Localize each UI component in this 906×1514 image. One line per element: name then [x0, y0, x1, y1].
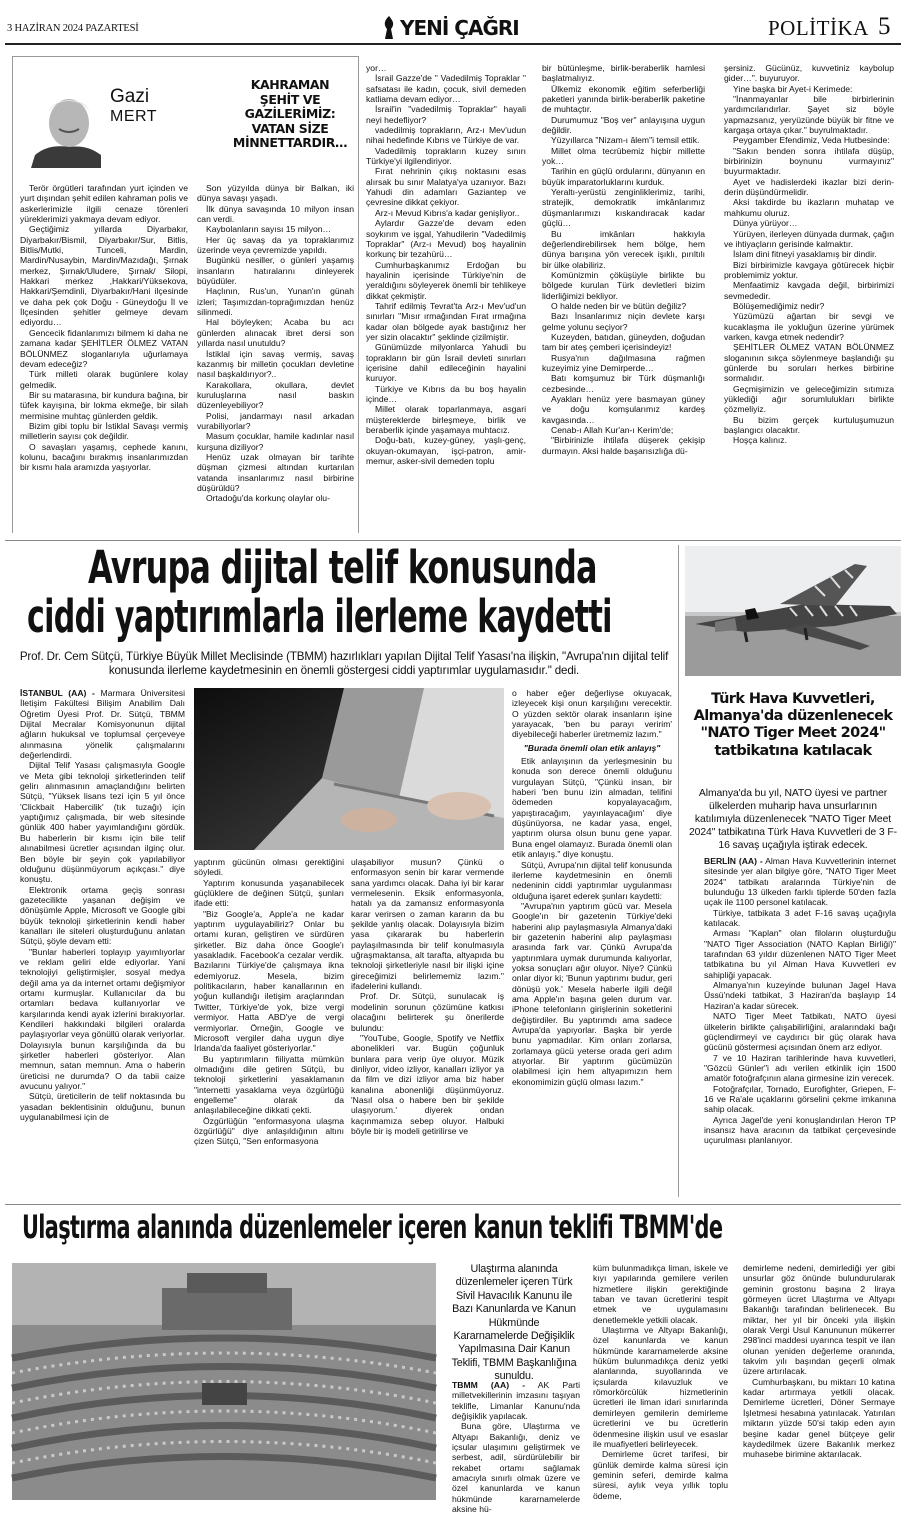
paragraph: O halde neden bir ve bütün değiliz? [551, 300, 687, 311]
column-rule-right [358, 56, 359, 533]
paragraph: Türkiye, tatbikata 3 adet F-16 savaş uçağıyla katılacak. [704, 907, 896, 929]
paragraph: Menfaatimiz kavgada değil, birbirimizi sevmededir. [724, 280, 894, 301]
paragraph: Bazı İnsanlarımız niçin devlete karşı gelme yolunu seçiyor? [542, 311, 705, 332]
paragraph: İslam dini fitneyi yasaklamış bir dindir. [733, 249, 877, 260]
paragraph: İsrail'in "vadedilmiş Topraklar" hayali neyi hedefliyor? [366, 104, 526, 125]
kanun-headline: Ulaştırma alanında düzenlemeler içeren kanun teklifi TBMM'de [22, 1208, 723, 1246]
paragraph: Komünizmin çöküşüyle birlikte bu bölgede kurulan Türk devletleri bizim liderliğimizi bekliyor. [542, 269, 705, 301]
column-author-last: MERT [110, 108, 158, 125]
kanun-col-1 [452, 1380, 581, 1514]
kanun-spot: Ulaştırma alanında düzenlemeler içeren Türk Sivil Havacılık Kanunu ile Bazı Kanunlarda ve Kanun Hükmünde Kararnamelerde Değişiklik Yapılmasına Dair Kanun Teklifi, TBMM Başkanlığına sunuldu. [451, 1263, 577, 1383]
column-col-4 [542, 63, 705, 527]
paragraph: O savaşları yaşamış, cephede kanını, kolunu, bacağını bırakmış insanlarımızdan bir kısmı hala aramızda yaşıyorlar. [20, 441, 188, 473]
paragraph: Bu imkânları hakkıyla değerlendirebilirsek hem bölge, hem dünya barışına yön verecek işıklı, pırıltılı bir ülke olabiliriz. [542, 228, 705, 270]
paragraph: Demirleme ücret tarifesi, bir günlük demirde kalma süresi için geminin seferi, demirde kalma süresi, aylık veya yıllık toplu ödeme, [593, 1449, 728, 1501]
paragraph: Hoşça kalınız. [733, 435, 787, 446]
paragraph: Vadedilmiş toprakların kuzey sınırı Türkiye'yi ilgilendiriyor. [366, 145, 526, 167]
paragraph: Bizim gibi toplu bir İstiklal Savaşı vermiş milletlerin sayısı çok değildir. [20, 420, 188, 442]
paragraph: Almanya'nın kuzeyinde bulunan Jagel Hava Üssü'ndeki tatbikat, 3 Haziran'da başlayıp 14 Haziran'a kadar sürecek. [704, 980, 896, 1011]
dateline: BERLİN (AA) - [704, 856, 763, 866]
paragraph: Ülkemiz ekonomik eğitim seferberliği paketleri yanında birlik-beraberlik paketine de muhtaçtır. [542, 83, 705, 115]
masthead-rule [5, 43, 901, 45]
nato-spot: Almanya'da bu yıl, NATO üyesi ve partner ülkelerden muharip hava unsurlarının katılımıyla düzenlenecek "NATO Tiger Meet 2024" tatbikatına Türk Hava Kuvvetleri de 3 F-16 savaş uçağıyla iştirak edecek. [689, 788, 897, 851]
section-title: POLİTİKA [768, 16, 869, 40]
paragraph: Aksi takdirde bu ikazların muhatap ve mahkumu oluruz. [724, 197, 894, 218]
paragraph: Yüzümüzü ağartan bir sevgi ve kucaklaşma ile yokluğun üzerine yürümek varken, kavga etmek nedendir? [724, 311, 894, 342]
paragraph: İSTANBUL (AA) - Marmara Üniversitesi İletişim Fakültesi Bilişim Anabilim Dalı Öğretim Üyesi Prof. Dr. Sütçü, TBMM Dijital Mecralar Komisyonunun dijital ağların hukuksal ve toplumsal çerçeveye alınmasına yönelik çalışmalarını değerlendirdi. [20, 688, 185, 761]
paragraph: Günümüzde milyonlarca Yahudi bu toprakların bir gün İsrail devleti sınırları içerisine dahil edileceğinin hayalini kuruyor. [366, 342, 526, 384]
paragraph: Cenab-ı Allah Kur'an-ı Kerim'de; [551, 425, 674, 436]
paragraph: Arması "Kaplan" olan filoların oluşturduğu "NATO Tiger Association (NATO Kaplan Birliği)" tarafından 63 yıldır düzenlenen NATO Tiger Meet tatbikatına bu yıl Alman Hava Kuvvetleri ev sahipliği yapacak. [704, 928, 896, 980]
paragraph: İlk dünya savaşında 10 milyon insan can verdi. [197, 203, 354, 225]
paragraph: Millet olma tecrübemiz hiçbir millette yok… [542, 145, 705, 167]
paragraph: Tarihin en güçlü ordularını, dünyanın en büyük imparatorluklarını kurduk. [542, 166, 705, 187]
paragraph: "Sakın benden sonra ihtilafa düşüp, birbirinizin boynunu vurmayınız" buyurmaktadır. [724, 145, 894, 177]
paragraph: "YouTube, Google, Spotify ve Netflix abonelikleri var. Bugün çoğunluk bunlara para verip üye oluyor. Müzik dinliyor, video izliyor, kanalları izliyor ya da film ve dizi izliyor ama biz haber kanalına abonenliği düşünmüyoruz. 'Nasıl olsa o habere ben bir şekilde ulaşıyorum.' diyerek ondan kaçınmamıza sebep oluyor. Halbuki böyle bir iş modeli getirilirse ve [351, 1032, 504, 1136]
paragraph: "Biz Google'a, Apple'a ne kadar yaptırım uygulayabiliriz? Onlar bu ortamı kuran, geliştiren ve sürdüren şirketler. Biz daha önce Google'ı yasakladık. Facebook'a cezalar verdik. Bazılarını Türkiye'de çalışmaya ikna edemiyoruz. Mesela, bizim politikacıların, haber kanallarının en yoğun kullandığı iletişim araçlarından Twitter, Türkiye'de yok, bize vergi vermiyor. Hatta ABD'ye de vergi vermiyorlar. Örneğin, Google ve Microsoft vergiler daha uygun diye İrlanda'da faaliyet gösteriyorlar." [194, 908, 344, 1054]
paragraph: Geçmişimizin ve geleceğimizin sıtımıza yüklediği ağır sorumlulukları birlikte çözmeliyiz. [724, 383, 894, 415]
paragraph: Ayakları henüz yere basmayan güney ve doğu komşularımız kardeş kavgasında… [542, 394, 705, 425]
paragraph: Yeraltı-yerüstü zenginliklerimiz, tarihi, stratejik, demokratik imkânlarımız düşmanlarımızı kıskandıracak kadar güçlü… [542, 187, 705, 229]
paragraph: ulaşabiliyor musun? Çünkü o enformasyon senin bir karar vermende sana yardımcı olacak. Daha iyi bir karar vermelesenin. Eksik enformasyonla, hatalı ya da zamansız enformasyonla karar verirsen o zaman kararın da bu şekilde yanlış olacak. Dolayısıyla bizim yasa çıkararak bu haberlerin paylaşılmasında bir telif konulmasıyla uğraşmaktansa, alt tarafta, altyapıda bu teknoloji şirketleriyle nasıl bir ilişki içine gireceğimizi belirlememiz lazım." ifadelerini kullandı. [351, 857, 504, 992]
paragraph: Etik anlayışının da yerleşmesinin bu konuda son derece önemli olduğunu vurgulayan Sütçü, "Çünkü insan, bir haberi 'ben bunu izin almadan, telifini ödemeden kopyalayacağım, yapıştıracağım, yayınlayacağım' diye düşünüyorsa, ne kadar yasa, engel, yaptırım olursa olsun bunu gene yapar. Buna engel olamayız. Burada önemli olan etik anlayış." diye konuştu. [512, 756, 672, 860]
paragraph: Peygamber Efendimiz, Veda Hutbesinde: [733, 135, 890, 146]
column-col-3 [366, 63, 526, 527]
telif-col-4 [512, 688, 672, 1200]
paragraph: yor… [366, 63, 387, 73]
paragraph: vadedilmiş toprakların, Arz-ı Mev'udun nihai hedefinde Kıbrıs ve Türkiye de var. [366, 125, 526, 146]
paragraph: Sütçü, Avrupa'nın dijital telif konusunda ilerleme kaydetmesinin en önemli nedeninin ciddi yaptırımlar uygulanması olduğuna işaret ederek şunları kaydetti: [512, 859, 672, 901]
paragraph: Dünya yürüyor… [733, 218, 798, 229]
nato-body [704, 856, 896, 1202]
paragraph: Bir su matarasına, bir kundura bağına, bir tüfek kayışına, bir lokma ekmeğe, bir silah mermisine muhtaç günlerden geldik. [20, 389, 188, 421]
paragraph: Her üç savaş da ya topraklarımız üzerinde veya çevremizde yapıldı. [197, 234, 354, 256]
paragraph: TBMM (AA) - AK Parti milletvekillerinin imzasını taşıyan teklifle, Limanlar Kanunu'nda değişiklik yapılacak. [452, 1380, 581, 1422]
kanun-col-3 [743, 1263, 895, 1500]
paragraph: Karakollara, okullara, devlet kuruluşlarına nasıl baskın düzenleyebiliyor? [197, 379, 354, 411]
paragraph: o haber eğer değerliyse okuyacak, izleyecek kişi onun karşılığını verecektir. O yüzden sektör olarak insanların işine yarayacak, 'ben bu parayı veririm' diyebileceği haberler üretmemiz lazım." [512, 688, 672, 740]
issue-date: 3 HAZİRAN 2024 PAZARTESİ [7, 23, 139, 34]
kanun-col-2 [593, 1263, 728, 1500]
telif-col-1 [20, 688, 185, 1200]
dateline: İSTANBUL (AA) - [20, 688, 95, 698]
paragraph: Türk milleti olarak bugünlere kolay gelmedik. [20, 369, 188, 390]
telif-headline-2: ciddi yaptırımlarla ilerleme kaydetti [27, 590, 612, 643]
column-title: KAHRAMAN ŞEHİT VE GAZİLERİMİZ: VATAN SİZE MİNNETTARDIR… [232, 77, 348, 150]
paragraph: Aylardır Gazze'de devam eden soykırım ve işgal, Yahudilerin "Vadedilmiş Topraklar" (Arz-ı Mevud) boş hayalinin korkunç bir tezahürü… [366, 218, 526, 260]
logo-text: YENİ ÇAĞRI [400, 16, 519, 40]
paragraph: Bölüşemediğimiz nedir? [733, 300, 825, 311]
paragraph: Cumhurbaşkanı, bu miktarı 10 katına kadar artırmaya yetkili olacak. Demirleme ücretleri, Döner Sermaye İşletmesi hesabına yatırılacak. Yatırılan miktarın yüzde 50'si takip eden ayın beşine kadar genel bütçeye gelir kaydedilmek üzere Bakanlık merkez muhasebe birimine aktarılacak. [743, 1376, 895, 1460]
paragraph: Yine başka bir Ayet-i Kerimede: [733, 83, 853, 94]
page-number: 5 [878, 13, 891, 40]
paragraph: Elektronik ortama geçiş sonrası gazetecilikte yaşanan değişim ve dönüşümle Apple, Microsoft ve Google gibi büyük teknoloji şirketlerinin kendi haber kanalları ile siteleri oluşturduğunu anlatan Sütçü, şöyle devam etti: [20, 884, 185, 947]
column-col-2 [197, 183, 354, 527]
paragraph: ŞEHİTLER ÖLMEZ VATAN BÖLÜNMEZ sloganının sıkça söylenmeye başlandığı şu günlerde bu soruları herkes birbirine sormalıdır. [724, 342, 894, 384]
telif-spot: Prof. Dr. Cem Sütçü, Türkiye Büyük Millet Meclisinde (TBMM) hazırlıkları yapılan Dijital Telif Yasası'na ilişkin, "Avrupa'nın dijital telif konusunda ilerleme kaydetmesinin en önemli göstergesi ciddi yaptırımlar uygulamasıdır." dedi. [19, 650, 669, 677]
column-col-1 [20, 183, 188, 527]
paragraph: Hal böyleyken; Acaba bu acı günlerden alınacak ibret dersi son yıllarda nasıl unutuldu? [197, 317, 354, 349]
paragraph: BERLİN (AA) - Alman Hava Kuvvetlerinin internet sitesinde yer alan bilgiye göre, "NATO Tiger Meet 2024" tatbikatı aralarında Türkiye'nin de bulunduğu 13 ülkeden farklı tiplerde 50'den fazla uçak ile 1100 personel katılacak. [704, 856, 896, 908]
column-author-photo [31, 73, 101, 168]
paragraph: Yürüyen, ilerleyen dünyada durmak, çağın ve ihtiyaçların gerisinde kalmaktır. [724, 228, 894, 249]
paragraph: Sütçü, üreticilerin de telif noktasında bu yasadan beklentisinin olduğunu, bunun uygulanabilmesi için de [20, 1091, 185, 1123]
paragraph: Buna göre, Ulaştırma ve Altyapı Bakanlığı, deniz ve içsular ulaşımını geliştirmek ve serbest, adil, sürdürülebilir bir rekabet ortamı sağlamak amacıyla sınırlı olmak üzere ve özel kanunlarda ve kanun hükmünde kararnamelerde aksine hü- [452, 1421, 580, 1514]
paragraph: bir bütünleşme, birlik-beraberlik hamlesi başlatmalıyız. [542, 63, 705, 84]
paragraph: Henüz uzak olmayan bir tarihte düşman çizmesi altından kurtarılan vatanda insanlarımız nasıl birbirine düşürüldü? [197, 451, 354, 493]
paragraph: "Bunlar haberleri toplayıp yayımlıyorlar ve reklam geliri elde ediyorlar. Yani teknolojiyi geliştirmişler, sosyal medya değil ama ya da internet ortamı değişmiyor ortamı kurmuşlar. Kullanıcılar da bu ortamları bedava kullanıyorlar ve karşılarında kendi ayak izlerini bırakıyorlar. Kendileri hakkındaki bilgileri oralarda paylaşıyorlar veya gönüllü olarak veriyorlar. Dolayısıyla bunun karşılığında da bu şirketler haberleri gösteriyor. Alan memnun, satan memnun. Ama o haberin üreticisi ne durumda? O da tabii caize avucunu yalıyor." [20, 946, 185, 1092]
paragraph: Ayrıca Jagel'de yeni konuşlandırılan Heron TP insansız hava aracının da tatbikat çerçevesinde uçurulması planlanıyor. [704, 1114, 896, 1146]
paragraph: Ulaştırma ve Altyapı Bakanlığı, özel kanunlarda ve kanun hükmünde kararnamelerde aksine hüküm bulunmadıkça deniz yetki alanlarında, suyollarında ve içsularda kılavuzluk ve römorkörcülük hizmetlerinin ücretleri ile liman idari sınırlarında demirleyen gemilerin demirleme ücretlerini ve bu ücretlerin ödenmesine ilişkin usul ve esaslar ile muafiyetleri belirleyecek. [593, 1325, 728, 1449]
paragraph: Fotoğrafçılar, Tornado, Eurofighter, Griepen, F-16 ve Ra'ale uçaklarını görselini çekme imkanına sahip olacak. [704, 1083, 896, 1115]
paragraph: 7 ve 10 Haziran tarihlerinde hava kuvvetleri, "Gözcü Günler"i adı verilen etkinlik için 1500 amatör fotoğrafçının alana girmesine izin verecek. [704, 1052, 896, 1084]
paragraph: Arz-ı Mevud Kıbrıs'a kadar genişliyor.. [375, 207, 520, 218]
column-rule-top [12, 56, 358, 57]
laptop-photo [194, 688, 504, 850]
paragraph: Prof. Dr. Sütçü, sunulacak iş modelinin sorunun çözümüne katkısı olacağını belirterek şu önerilerde bulundu: [351, 991, 504, 1033]
paragraph: Gencecik fidanlarımızı bilmem ki daha ne zamana kadar ŞEHİTLER ÖLMEZ VATAN BÖLÜNMEZ sloganlarıyla uğurlamaya devam edeceğiz? [20, 327, 188, 369]
paragraph: Özgürlüğün "enformasyona ulaşma özgürlüğü" diye anlaşıldığının altını çizen Sütçü, "Sen enformasyona [194, 1115, 344, 1147]
paragraph: Doğu-batı, kuzey-güney, yaşlı-genç, okuyan-okumayan, işçi-patron, amir-memur, asker-sivil demeden toplu [366, 435, 526, 467]
column-col-5 [724, 63, 894, 527]
paragraph: Bugünkü nesiller, o günleri yaşamış insanların hatıralarını dinleyerek büyüdüler. [197, 255, 354, 287]
paragraph: NATO Tiger Meet Tatbikatı, NATO üyesi ülkelerin birlikte çalışabilirliğini, aralarındaki bağı güçlendirmeyi ve caydırıcı bir güç olarak hava gücünü göstermesi açısından önem arz ediyor. [704, 1011, 896, 1053]
paragraph: Masum çocuklar, hamile kadınlar nasıl kurşuna diziliyor? [197, 431, 354, 452]
paragraph: Batı komşumuz bir Türk düşmanlığı cezbesinde… [542, 373, 705, 394]
paragraph: Durumumuz "Boş ver" anlayışına uygun değildir. [542, 114, 705, 136]
paragraph: Son yüzyılda dünya bir Balkan, iki dünya savaşı yaşadı. [197, 183, 354, 204]
torch-icon [378, 15, 400, 41]
paragraph: İstiklal için savaş vermiş, savaş kazanmış bir milletin çocukları devletine nasıl başkaldırıyor?.. [197, 348, 354, 380]
telif-col-3 [351, 857, 504, 1200]
paragraph: Kaybolanların sayısı 15 milyon… [206, 224, 332, 235]
paragraph: Dijital Telif Yasası çalışmasıyla Google ve Meta gibi teknoloji şirketlerinden telif gelirı alınmasının amaçlandığını belirten Sütçü, "Yüksek lisans tezi için 5 yıl önce 'Clickbait Habercilik' (tık tuzağı) için yaptığımız çalışmada, bir web sitesinde günlük 400 haber yayımlandığını gördük. Bu haberlerin bir kısmı için bile telif alınabilmesi ücretler açısından ilginç olur. Ben böyle bir şeyin çok yapılabiliyor olduğunu düşünmüyorum açıkçası." diye konuştu. [20, 760, 185, 885]
paragraph: demirleme nedeni, demirlediği yer gibi unsurlar göz önünde bulundurularak geminin grostonu başına 2 liraya görmeyen ücret Ulaştırma ve Altyapı Bakanlığı tarafından belirlenecek. Bu miktar, her yıl bir önceki yıla ilişkin olarak Vergi Usul Kanununun mükerrer 298'inci maddesi uyarınca tespit ve ilan olunan yeniden değerleme oranında, takvim yılı başından geçerli olmak üzere artırılacak. [743, 1263, 895, 1377]
dateline: TBMM (AA) - [452, 1380, 526, 1390]
paragraph: Ortadoğu'da korkunç olaylar olu- [206, 493, 330, 504]
telif-rule-right [678, 545, 679, 1197]
paragraph: "Birbirinizle ihtilafa düşerek çekişip durmayın. Aksi halde başarısızlığa dü- [542, 435, 705, 456]
telif-subhead: "Burada önemli olan etik anlayış" [523, 742, 661, 753]
paragraph: yaptırım gücünün olması gerektiğini söyledi. [194, 857, 344, 878]
paragraph: Türkiye ve Kıbrıs da bu boş hayalin içinde… [366, 383, 526, 404]
paragraph: Bu bizim gerçek kurtuluşumuzun başlangıcı olacaktır. [724, 414, 894, 436]
paragraph: Millet olarak toparlanmaya, asgari müştereklerde birleşmeye, birlik ve beraberlik içinde yaşamaya muhtacız. [366, 404, 526, 436]
jet-photo [685, 546, 901, 676]
paragraph: "İnanmayanlar bile birbirlerinin yardımcılarıdırlar. Şayet siz böyle yapmazsanız, yeryüzünde büyük bir fitne ve kargaşa ortaya çıkar." buyrulmaktadır. [724, 94, 894, 136]
paragraph: Ayet ve hadislerdeki ikazlar bizi derin-derin düşündürmelidir. [724, 176, 894, 198]
telif-col-2 [194, 857, 344, 1200]
column-rule-left [12, 56, 13, 533]
paragraph: Rusya'nın dağılmasına rağmen kuzeyimiz yine Demirperde… [542, 352, 705, 373]
paragraph: "Avrupa'nın yaptırım gücü var. Mesela Google'ın bir gazetenin Türkiye'deki haberini alıp paylaşmasıyla Almanya'daki bir gazetenin haberini alıp paylaşması arasında fark var. Çünkü Avrupa'da yaptırımlara uymak durumunda kalıyorlar, yoksa sonuçları ağır oluyor. Niye? Çünkü onlar diyor ki; 'Bunun yaptırımı budur, geri dönüşü yok.' Mesela haberle ilgili değil ama Apple'ın başına gelen durum var. iPhone telefonların girişlerinin soketlerini değiştirdiler. Bu yaptırımdı ama sadece Avrupa'da yapıyorlar. Başka bir yerde bunu yapmadılar. Kim onları zorlarsa, zorlamaya gücü yeterse orada geri adım atıyorlar. Bir yaptırım gücümüzün olabilmesi için hem altyapımızın hem ekonomimizin güçlü olması lazım." [512, 900, 672, 1087]
telif-headline-1: Avrupa dijital telif konusunda [88, 541, 597, 594]
paragraph: Bizi birbirimizle kavgaya götürecek hiçbir problemimiz yoktur. [724, 259, 894, 280]
paragraph: Yüzyıllarca "Nizam-ı âlem"i temsil ettik. [551, 135, 700, 146]
paragraph: Tahrif edilmiş Tevrat'ta Arz-ı Mev'ud'un sınırları "Mısır ırmağından Fırat ırmağına kadar olan bölgede ayak bastığınız her yer sizin olacaktır" şeklinde çizilmiştir. [366, 300, 526, 342]
parliament-photo [12, 1263, 436, 1500]
paragraph: İsrail Gazze'de '' Vadedilmiş Topraklar '' safsatası ile kadın, çocuk, sivil demeden katliama devam ediyor… [366, 73, 526, 105]
paragraph: Haçlının, Rus'un, Yunan'ın günah izleri; Taşımızdan-toprağımızdan henüz silinmedi. [197, 286, 354, 318]
paragraph: Fırat nehrinin çıkış noktasını esas alırsak bu sınır Malatya'ya uzanıyor. Bazı Yahudi din adamları Gaziantep ve çevresine dikkat çekiyor. [366, 166, 526, 208]
paragraph: küm bulunmadıkça liman, iskele ve kıyı yapılarında gemilere verilen hizmetlere ilişkin gerektiğinde taban ve tavan ücretlerini tespit etmek ve uygulamasını denetlemekle yetkili olacak. [593, 1263, 728, 1325]
paragraph: Yaptırım konusunda yaşanabilecek güçlüklere de değinen Sütçü, şunları ifade etti: [194, 877, 344, 909]
paragraph: şersiniz. Gücünüz, kuvvetiniz kaybolup gider…". buyuruyor. [724, 63, 894, 84]
newspaper-logo [378, 15, 528, 41]
paragraph: Bu yaptırımların fiiliyatta mümkün olmadığını dile getiren Sütçü, bu teknoloji şirketlerini yasaklamanın "internetti yasaklama veya özgürlüğü engelleme" olarak da anlaşılabileceğine dikkati çekti. [194, 1053, 344, 1116]
paragraph: Geçtiğimiz yıllarda Diyarbakır, Diyarbakır/Bismil, Diyarbakır/Sur, Bitlis, Bitlis/Mutki, Tunceli, Mardin, Mardin/Nusaybin, Mardin/Mazıdağı, Şırnak merkez, Şırnak/Uludere, Şırnak/ Silopi, Hakkari merkez ,Hakkari/Yüksekova, Hakkari/Şemdinli, Diyarbakır/Hani ilçesinde ve daha pek çok Doğu - Güneydoğu İl ve İlçesinden şehitler gelmeye devam ediyordu… [20, 224, 188, 328]
section-rule-2 [5, 1204, 901, 1205]
paragraph: Kuzeyden, batıdan, güneyden, doğudan tam bir ateş çemberi içerisindeyiz! [542, 331, 705, 353]
paragraph: Terör örgütleri tarafından yurt içinden ve yurt dışından şehit edilen kahraman polis ve askerlerimizle ilgili cenaze törenleri yüreklerimizi yakmaya devam ediyor. [20, 183, 188, 225]
column-author-first: Gazi [110, 86, 150, 107]
paragraph: Polisi, jandarmayı nasıl arkadan vurabiliyorlar? [197, 410, 354, 431]
paragraph: Cumhurbaşkanımız Erdoğan bu hayalinin içerisinde Türkiye'nin de yeraldığını söyleyerek önemli bir tehlikeye dikkat çekmiştir. [366, 259, 526, 301]
nato-title: Türk Hava Kuvvetleri, Almanya'da düzenlenecek "NATO Tiger Meet 2024" tatbikatına katılacak [693, 691, 893, 759]
